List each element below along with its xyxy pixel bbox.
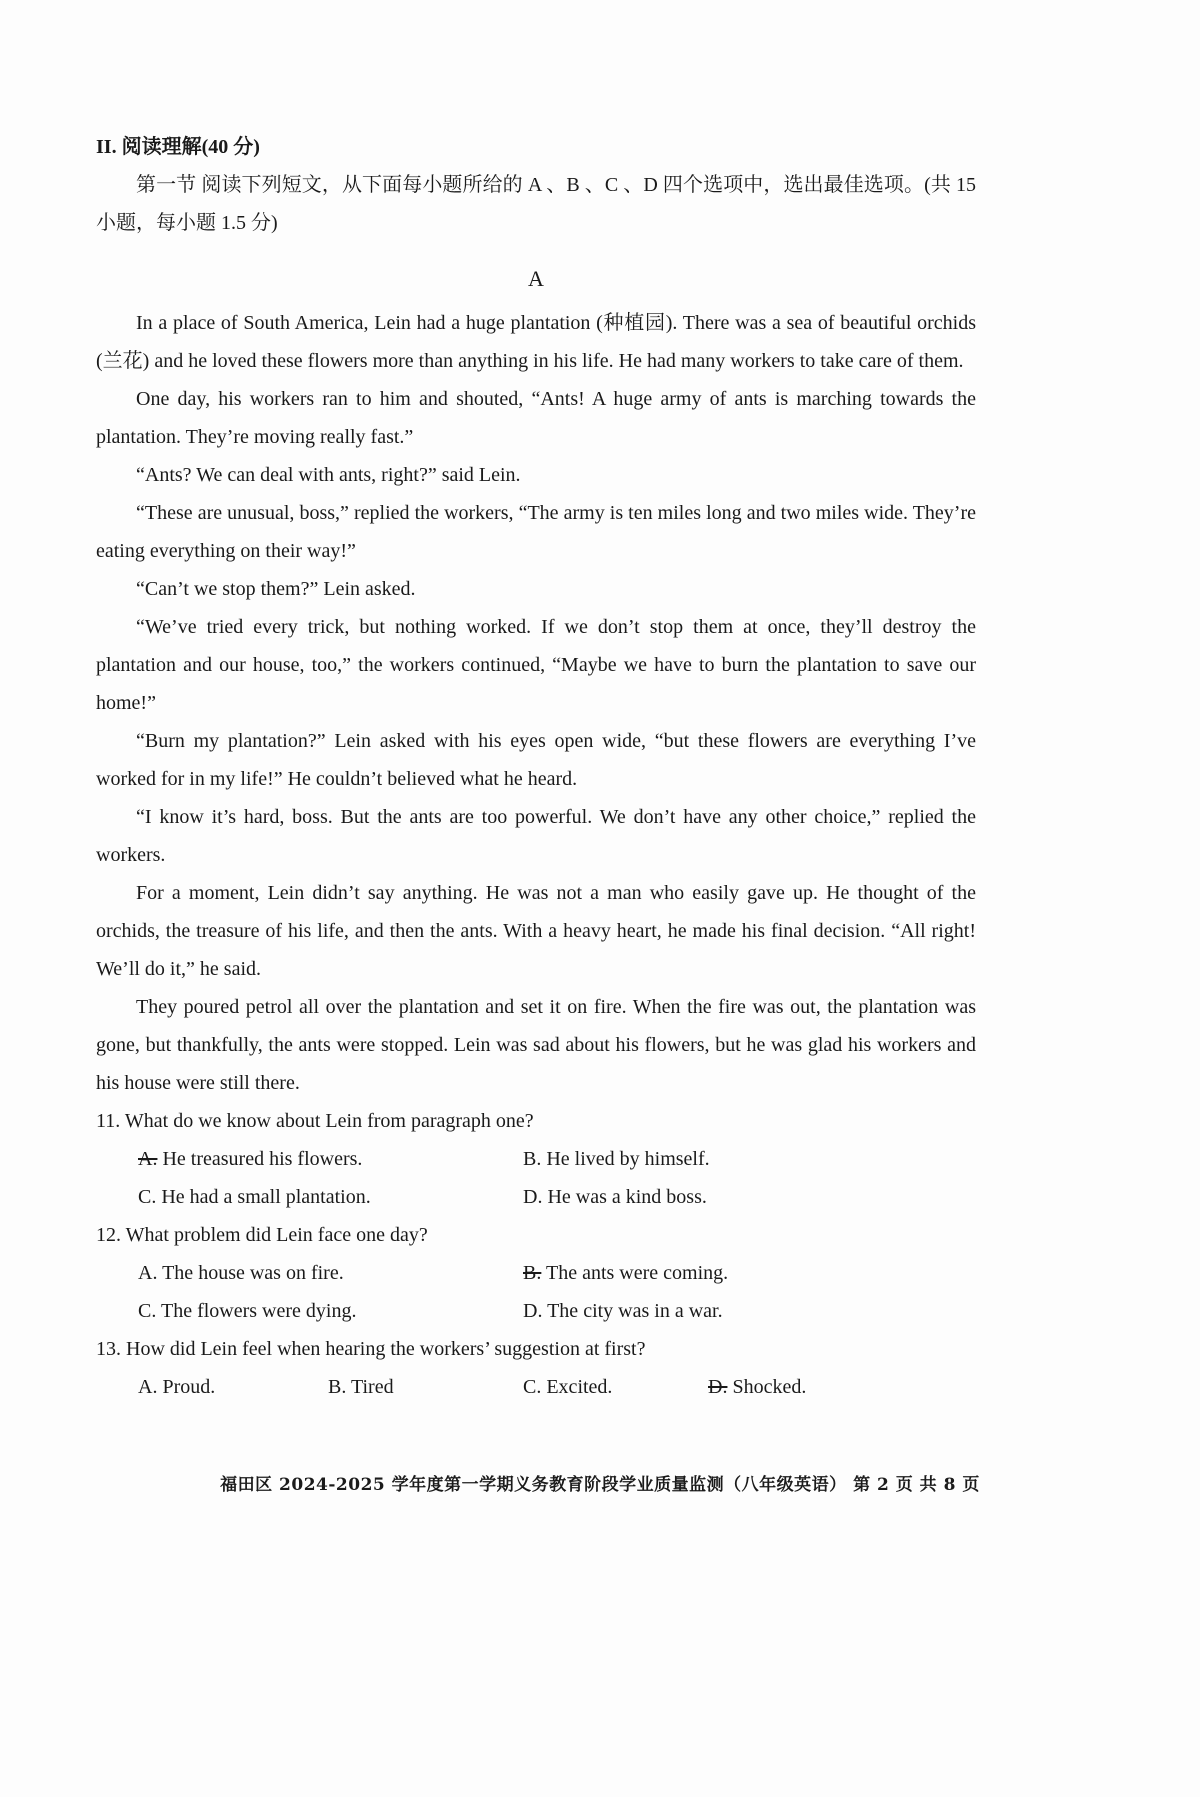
question-stem: [96, 1216, 976, 1254]
option-d[interactable]: [523, 1178, 908, 1216]
question-number: 12.: [96, 1224, 121, 1246]
option-c[interactable]: [138, 1178, 523, 1216]
page-footer: 福田区 2024-2025 学年度第一学期义务教育阶段学业质量监测（八年级英语） 第 2 页 共 8 页: [220, 1475, 980, 1495]
section-instructions: 第一节 阅读下列短文，从下面每小题所给的 A 、B 、C 、D 四个选项中，选出最佳选项。(共 15 小题，每小题 1.5 分): [96, 174, 976, 234]
options-list: [96, 1368, 976, 1406]
option-text: He treasured his flowers.: [162, 1148, 363, 1170]
option-letter: A.: [138, 1262, 158, 1284]
option-letter: C.: [138, 1186, 157, 1208]
passage-label: A: [528, 266, 544, 291]
passage-paragraph: One day, his workers ran to him and shouted, “Ants! A huge army of ants is marching towards the plantation. They’re moving really fast.”: [96, 388, 976, 448]
passage-paragraph: They poured petrol all over the plantation and set it on fire. When the fire was out, the plantation was gone, but thankfully, the ants were stopped. Lein was sad about his flowers, but he was glad his workers and his house were still there.: [96, 996, 976, 1094]
question-stem: [96, 1102, 976, 1140]
option-text: Tired: [350, 1376, 394, 1398]
option-b[interactable]: [523, 1254, 908, 1292]
passage-body: [96, 304, 976, 1102]
option-c[interactable]: [523, 1368, 708, 1406]
question-number: 13.: [96, 1338, 121, 1360]
option-c[interactable]: [138, 1292, 523, 1330]
passage-paragraph: In a place of South America, Lein had a huge plantation (种植园). There was a sea of beautiful orchids (兰花) and he loved these flowers more than anything in his life. He had many workers to take care of them.: [96, 312, 976, 372]
option-a[interactable]: [138, 1368, 328, 1406]
option-a[interactable]: [138, 1140, 523, 1178]
option-text: The house was on fire.: [162, 1262, 344, 1284]
option-text: He lived by himself.: [546, 1148, 710, 1170]
question-text: What do we know about Lein from paragraph one?: [124, 1110, 534, 1132]
option-letter: D.: [708, 1376, 728, 1398]
option-letter: A.: [138, 1376, 158, 1398]
question-text: What problem did Lein face one day?: [125, 1224, 428, 1246]
question-11: [96, 1102, 976, 1216]
passage-paragraph: “Burn my plantation?” Lein asked with his eyes open wide, “but these flowers are everything I’ve worked for in my life!” He couldn’t believed what he heard.: [96, 730, 976, 790]
section-title: II. 阅读理解(40 分): [96, 136, 260, 158]
question-12: [96, 1216, 976, 1330]
option-letter: B.: [523, 1148, 542, 1170]
question-text: How did Lein feel when hearing the workers’ suggestion at first?: [126, 1338, 646, 1360]
option-d[interactable]: [523, 1292, 908, 1330]
option-b[interactable]: [328, 1368, 523, 1406]
option-text: Excited.: [546, 1376, 613, 1398]
option-letter: C.: [523, 1376, 542, 1398]
option-text: The flowers were dying.: [160, 1300, 357, 1322]
option-letter: B.: [328, 1376, 347, 1398]
option-letter: B.: [523, 1262, 542, 1284]
option-letter: C.: [138, 1300, 157, 1322]
option-letter: D.: [523, 1186, 543, 1208]
option-text: The city was in a war.: [547, 1300, 723, 1322]
option-text: He was a kind boss.: [547, 1186, 707, 1208]
option-letter: A.: [138, 1148, 158, 1170]
option-text: He had a small plantation.: [161, 1186, 371, 1208]
options-list: [96, 1140, 976, 1216]
question-stem: [96, 1330, 976, 1368]
option-a[interactable]: [138, 1254, 523, 1292]
question-number: 11.: [96, 1110, 121, 1132]
option-b[interactable]: [523, 1140, 908, 1178]
passage-paragraph: “These are unusual, boss,” replied the workers, “The army is ten miles long and two miles wide. They’re eating everything on their way!”: [96, 502, 976, 562]
option-text: The ants were coming.: [545, 1262, 729, 1284]
passage-paragraph: “I know it’s hard, boss. But the ants are too powerful. We don’t have any other choice,” replied the workers.: [96, 806, 976, 866]
option-letter: D.: [523, 1300, 543, 1322]
passage-paragraph: “Ants? We can deal with ants, right?” said Lein.: [136, 464, 521, 486]
question-13: [96, 1330, 976, 1406]
options-list: [96, 1254, 976, 1330]
page-content: [96, 128, 976, 1406]
option-d[interactable]: [708, 1368, 908, 1406]
passage-paragraph: “Can’t we stop them?” Lein asked.: [136, 578, 416, 600]
passage-paragraph: For a moment, Lein didn’t say anything. He was not a man who easily gave up. He thought of the orchids, the treasure of his life, and then the ants. With a heavy heart, he made his final decision. “All right! We’ll do it,” he said.: [96, 882, 976, 980]
option-text: Shocked.: [732, 1376, 807, 1398]
option-text: Proud.: [162, 1376, 216, 1398]
passage-paragraph: “We’ve tried every trick, but nothing worked. If we don’t stop them at once, they’ll destroy the plantation and our house, too,” the workers continued, “Maybe we have to burn the plantation to save our home!”: [96, 616, 976, 714]
